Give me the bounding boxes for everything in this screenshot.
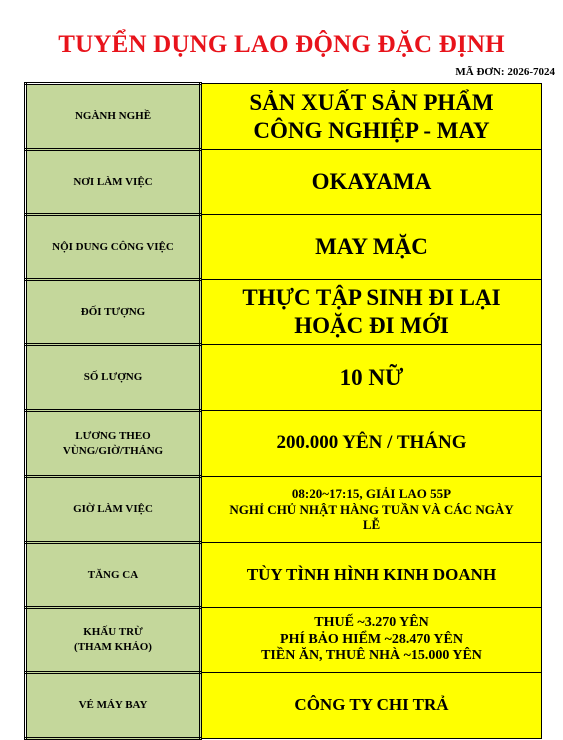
airfare-value: CÔNG TY CHI TRẢ xyxy=(201,673,542,739)
salary-label xyxy=(26,411,201,477)
salary-value: 200.000 YÊN / THÁNG xyxy=(201,411,542,477)
job-value: MAY MẶC xyxy=(201,215,542,280)
target-value-line1: THỰC TẬP SINH ĐI LẠI xyxy=(242,285,501,311)
hours-value-line2: NGHỈ CHỦ NHẬT HÀNG TUẦN VÀ CÁC NGÀY xyxy=(229,501,514,517)
deductions-label-line1: KHẤU TRỪ xyxy=(83,626,143,638)
job-label: NỘI DUNG CÔNG VIỆC xyxy=(26,215,201,280)
hours-value-line1: 08:20~17:15, GIẢI LAO 55P xyxy=(291,486,452,502)
quantity-label: SỐ LƯỢNG xyxy=(26,345,201,411)
quantity-value: 10 NỮ xyxy=(201,345,542,411)
deductions-value-line3: TIỀN ĂN, THUÊ NHÀ ~15.000 YÊN xyxy=(261,648,482,664)
deductions-value xyxy=(201,608,542,673)
row-overtime xyxy=(26,543,542,608)
hours-value-line3: LỄ xyxy=(362,517,381,533)
row-deductions xyxy=(26,608,542,673)
page-title: TUYỂN DỤNG LAO ĐỘNG ĐẶC ĐỊNH xyxy=(58,31,505,58)
industry-value-line2: CÔNG NGHIỆP - MAY xyxy=(253,117,490,143)
industry-label: NGÀNH NGHỀ xyxy=(26,84,201,150)
location-value: OKAYAMA xyxy=(201,150,542,215)
row-industry xyxy=(26,84,542,150)
hours-value xyxy=(201,477,542,543)
deductions-label-line2: (THAM KHẢO) xyxy=(74,641,152,653)
row-salary xyxy=(26,411,542,477)
target-label: ĐỐI TƯỢNG xyxy=(26,280,201,345)
overtime-label: TĂNG CA xyxy=(26,543,201,608)
order-code: MÃ ĐƠN: 2026-7024 xyxy=(455,66,555,78)
overtime-value: TÙY TÌNH HÌNH KINH DOANH xyxy=(201,543,542,608)
row-hours xyxy=(26,477,542,543)
industry-value xyxy=(201,84,542,150)
target-value-line2: HOẶC ĐI MỚI xyxy=(294,313,449,338)
deductions-label xyxy=(26,608,201,673)
salary-label-line1: LƯƠNG THEO xyxy=(75,429,151,442)
salary-label-line2: VÙNG/GIỜ/THÁNG xyxy=(62,444,164,457)
row-job xyxy=(26,215,542,280)
job-info-table xyxy=(24,82,542,740)
row-quantity xyxy=(26,345,542,411)
row-location xyxy=(26,150,542,215)
hours-label: GIỜ LÀM VIỆC xyxy=(26,477,201,543)
airfare-label: VÉ MÁY BAY xyxy=(26,673,201,739)
row-airfare xyxy=(26,673,542,739)
deductions-value-line1: THUẾ ~3.270 YÊN xyxy=(314,614,429,630)
industry-value-line1: SẢN XUẤT SẢN PHẨM xyxy=(249,89,494,115)
target-value xyxy=(201,280,542,345)
deductions-value-line2: PHÍ BẢO HIỂM ~28.470 YÊN xyxy=(280,631,463,647)
location-label: NƠI LÀM VIỆC xyxy=(26,150,201,215)
row-target xyxy=(26,280,542,345)
